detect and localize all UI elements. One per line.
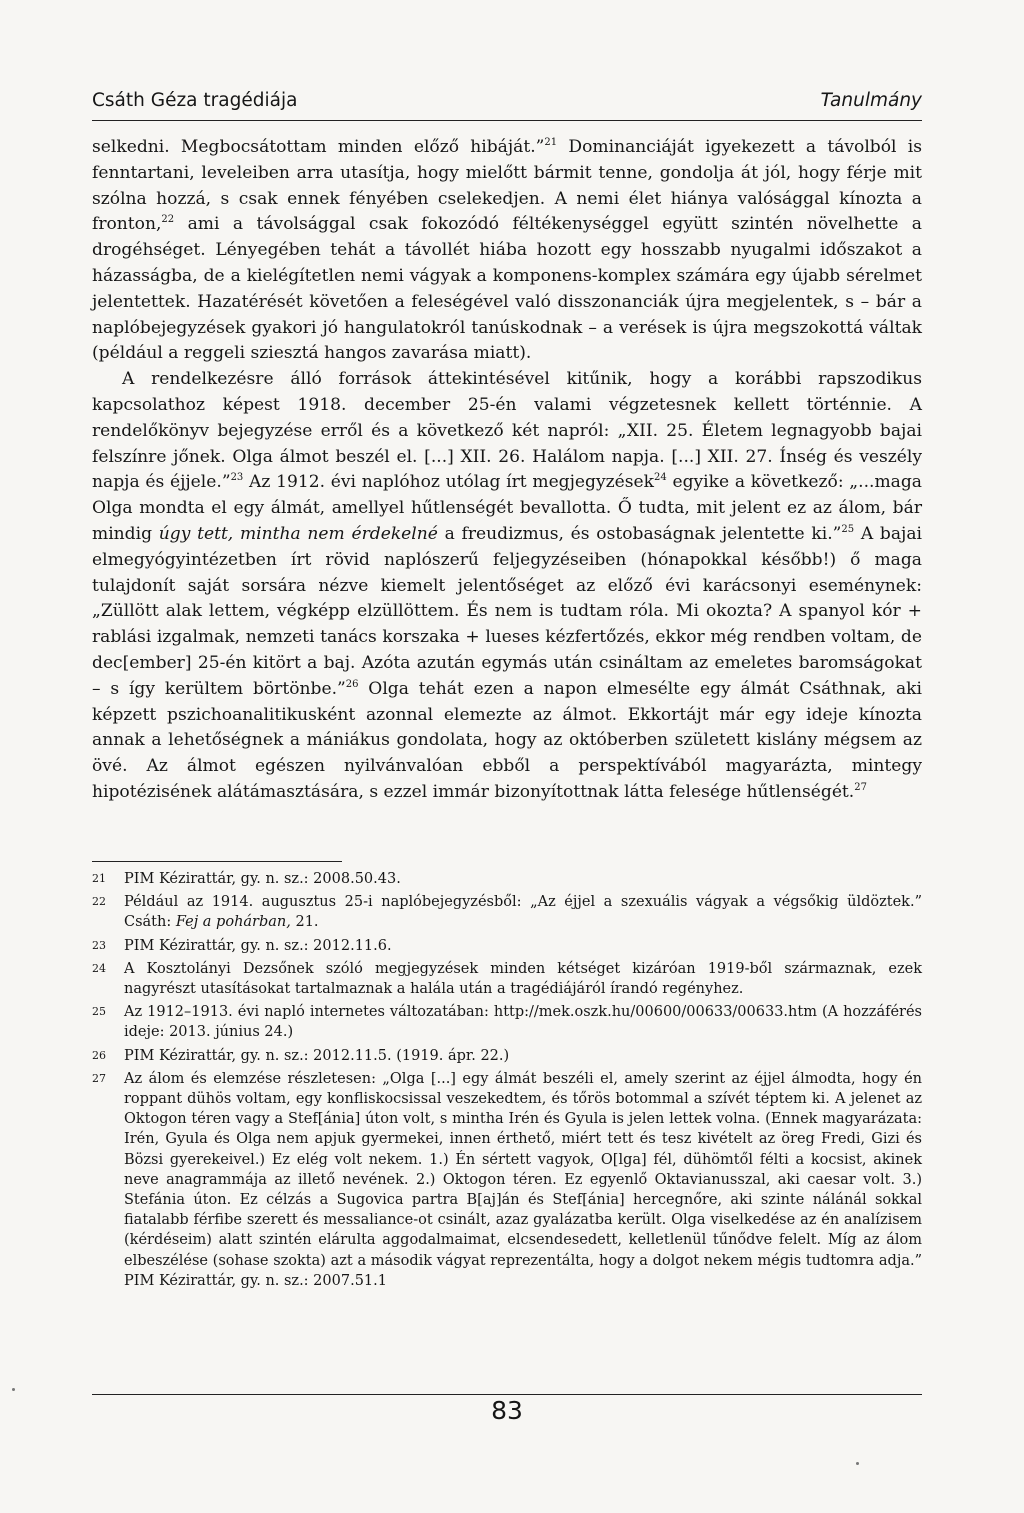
footnote-text: Az 1912–1913. évi napló internetes változatában: http://mek.oszk.hu/00600/00633/00633.htm (A hozzáférés ideje: 2013. június 24.): [124, 1004, 922, 1041]
text-run: A bajai elmegyógyintézetben írt rövid naplószerű feljegyzéseiben (hónapokkal később!) ő maga tulajdonít saját sorsára nézve kiemelt jelentőséget az előző évi karácsonyi eseménynek: „Züllött alak lettem, végképp elzüllöttem. És nem is tudtam róla. Mi okozta? A spanyol kór + rablási izgalmak, nemzeti tanács korszaka + lueses kézfertőzés, ekkor még rendben voltam, de dec[ember] 25-én kitört a baj. Azóta azután egymás után csináltam az emeletes baromságokat – s így kerültem börtönbe.”: [92, 523, 922, 699]
footnote-ref-26[interactable]: 26: [345, 678, 359, 690]
text-run: A rendelkezésre álló források áttekintésével kitűnik, hogy a korábbi rapszodikus kapcsolathoz képest 1918. december 25-én valami végzetesnek kellett történnie. A rendelőkönyv bejegyzése erről és a következő két napról: „XII. 25. Életem legnagyobb bajai felszínre jőnek. Olga álmot beszél el. [...] XII. 26. Halálom napja. [...] XII. 27. Ínség és veszély napja és éjjele.”: [92, 369, 922, 493]
footnote-text: PIM Kézirattár, gy. n. sz.: 2008.50.43.: [124, 871, 401, 887]
footnote-text: Például az 1914. augusztus 25-i naplóbejegyzésből: „Az éjjel a szexuális vágyak a végsőkig üldöztek.” Csáth:: [124, 894, 922, 931]
footnote-ref-22[interactable]: 22: [161, 214, 175, 226]
text-run: Olga tehát ezen a napon elmesélte egy álmát Csáthnak, aki képzett pszichoanalitikusként azonnal elemezte az álmot. Ekkortájt már egy ideje kínozta annak a lehetőségnek a mániákus gondolata, hogy az októberben született kislány mégsem az övé. Az álmot egészen nyilvánvalóan ebből a perspektívából magyarázta, mintegy hipotézisének alátámasztására, s ezzel immár bizonyítottnak látta felesége hűtlenségét.: [92, 678, 922, 802]
footnote-ref-27[interactable]: 27: [854, 781, 867, 793]
text-run: Dominanciáját igyekezett a távolból is fenntartani, leveleiben arra utasítja, hogy mielőtt bármit tenne, gondolja át jól, hogy férje mit szólna hozzá, s csak ennek fényében cselekedjen. A nemi élet hiánya valósággal kínozta a fronton,: [92, 137, 923, 235]
footnote-ref-21[interactable]: 21: [544, 137, 558, 148]
scan-speck: [12, 1388, 15, 1391]
bottom-rule: [92, 1394, 922, 1395]
footnote-text: A Kosztolányi Dezsőnek szóló megjegyzések minden kétséget kizáróan 1919-ből származnak, ezek nagyrészt utasításokat tartalmaznak a halála után a tragédiájáról írandó regényhez.: [124, 960, 922, 998]
footnote-ref-23[interactable]: 23: [230, 472, 244, 484]
text-run: a freudizmus, és ostobaságnak jelentette ki.”: [437, 523, 842, 544]
footnote-separator: [92, 861, 342, 862]
text-run: ami a távolsággal csak fokozódó féltékenységgel együtt szintén növelhette a drogéhséget. Lényegében tehát a távollét hiába hozott egy hosszabb nyugalmi időszakot a házasságba, de a kielégítetlen nemi vágyak a komponens-komplex számára egy újabb sérelmet jelentettek. Hazatérését követően a feleségével való disszonanciák újra megjelentek, s – bár a naplóbejegyzések gyakori jó hangulatokról tanúskodnak – a verések is újra megszokottá váltak (például a reggeli sziesztá hangos zavarása miatt).: [92, 214, 922, 364]
header-title: Csáth Géza tragédiája: [92, 90, 298, 111]
italic-phrase: úgy tett, mintha nem érdekelné: [158, 523, 438, 544]
footnote-text: PIM Kézirattár, gy. n. sz.: 2012.11.5. (1919. ápr. 22.): [124, 1047, 510, 1064]
footnote-ref-25[interactable]: 25: [841, 523, 855, 535]
paragraph-1: [92, 135, 922, 367]
footnote-21: [92, 869, 922, 889]
footnote-number: 27: [92, 1071, 106, 1085]
footnote-italic: Fej a pohárban,: [175, 914, 291, 931]
footnote-text: 21.: [290, 914, 319, 931]
footnote-24: [92, 959, 922, 999]
footnote-text: PIM Kézirattár, gy. n. sz.: 2012.11.6.: [124, 937, 392, 954]
footnote-26: [92, 1046, 922, 1066]
running-header: [92, 86, 922, 121]
footnote-27: [92, 1069, 922, 1291]
footnote-ref-24[interactable]: 24: [654, 472, 667, 484]
main-text: [92, 135, 922, 806]
footnote-number: 24: [92, 961, 106, 975]
footnote-23: [92, 936, 922, 956]
footnote-number: 22: [92, 895, 106, 909]
footnotes: [92, 866, 922, 1291]
paragraph-2: [92, 367, 922, 806]
footnote-25: [92, 1002, 922, 1042]
text-run: egyike a következő: „...maga Olga mondta el egy álmát, amellyel hűtlenségét bevallotta. Ő tudta, mit jelent ez az álom, bár mindig: [92, 472, 922, 544]
page-number: 83: [491, 1396, 523, 1425]
footnote-number: 23: [92, 938, 106, 952]
footnote-22: [92, 892, 922, 932]
text-run: Az 1912. évi naplóhoz utólag írt megjegyzések: [243, 472, 655, 493]
footnote-number: 25: [92, 1005, 106, 1019]
header-section: Tanulmány: [820, 90, 922, 111]
text-run: selkedni. Megbocsátottam minden előző hibáját.”: [92, 137, 545, 157]
footnote-number: 21: [92, 872, 106, 885]
footnote-number: 26: [92, 1048, 106, 1062]
scan-speck: [856, 1462, 859, 1465]
footnote-text: Az álom és elemzése részletesen: „Olga [...] egy álmát beszéli el, amely szerint az éjjel álmodta, hogy én roppant dühös voltam, egy konfliskocsissal veszekedtem, és tőrös botommal a szívét téptem ki. A jelenet az Oktogon téren vagy a Stef[ánia] úton volt, s mintha Irén és Gyula is jelen lettek volna. (Ennek magyarázata: Irén, Gyula és Olga nem apjuk gyermekei, innen érthető, miért tett és tesz kivételt az öreg Fredi, Gizi és Bözsi gyerekeivel.) Ez elég volt nekem. 1.) Én sértett vagyok, O[lga] fél, dühömtől félti a kocsist, akinek neve anagrammája az illető nevének. 2.) Oktogon téren. Ez egyenlő Oktavianusszal, aki caesar volt. 3.) Stefánia úton. Ez célzás a Sugovica partra B[aj]án és Stef[ánia] hercegnőre, aki szinte nálánál sokkal fiatalabb férfibe szerett és messaliance-ot csinált, azaz gyalázatba került. Olga viselkedése az én analízisem (kérdéseim) alatt szintén elárulta aggodalmaimat, elcsendesedett, kelletlenül tűnődve felelt. Míg az álom elbeszélése (sohase szokta) azt a második vágyat reprezentálta, hogy a dolgot nekem mégis tudtomra adja.” PIM Kézirattár, gy. n. sz.: 2007.51.1: [124, 1070, 922, 1289]
